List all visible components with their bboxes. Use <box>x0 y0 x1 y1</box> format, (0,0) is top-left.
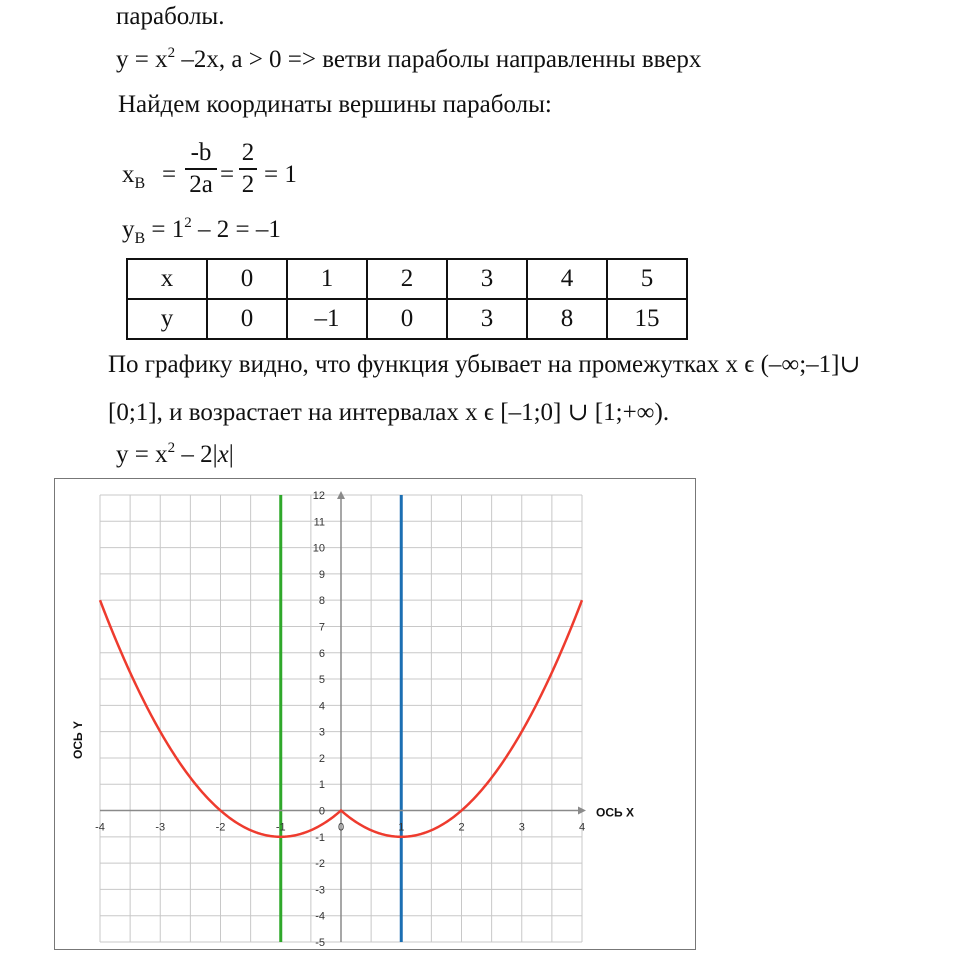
y-tick-label: 7 <box>318 621 325 634</box>
xv-equals-2: = <box>220 161 235 188</box>
table-cell: 0 <box>207 299 287 339</box>
x-tick-label: 0 <box>337 821 345 834</box>
x-tick-label: 3 <box>518 821 525 834</box>
y-tick-label: 3 <box>318 726 325 739</box>
function-1-rest: –2x, a > 0 => ветви параболы направленны вверх <box>175 46 702 73</box>
fraction-2-denominator: 2 <box>241 171 255 198</box>
table-cell: 3 <box>447 259 527 299</box>
yv-mid: = 1 <box>145 216 185 243</box>
y-tick-label: 8 <box>318 595 325 608</box>
text-parabola: параболы. <box>116 3 225 30</box>
table-cell: 0 <box>207 259 287 299</box>
table-cell: 1 <box>287 259 367 299</box>
y-tick-label: 1 <box>318 779 325 792</box>
y-axis-label: ОСЬ Y <box>71 721 85 759</box>
y-tick-label: 11 <box>313 516 325 529</box>
yv-exponent: 2 <box>184 215 192 231</box>
table-cell: –1 <box>287 299 367 339</box>
table-cell: 3 <box>447 299 527 339</box>
y-tick-label: 6 <box>318 647 325 660</box>
y-tick-label: -4 <box>315 910 325 923</box>
function-1-exponent: 2 <box>167 45 176 61</box>
table-cell: 0 <box>367 299 447 339</box>
yv-subscript: B <box>134 230 146 247</box>
y-tick-label: -1 <box>315 831 325 844</box>
tick-labels <box>95 490 585 949</box>
table-cell: 2 <box>367 259 447 299</box>
function-2-variable: x <box>217 441 229 468</box>
x-tick-label: -1 <box>275 821 286 834</box>
fraction-2-numerator: 2 <box>241 139 255 166</box>
table-cell: x <box>127 259 207 299</box>
y-tick-label: 4 <box>318 700 325 713</box>
table-cell: 4 <box>527 259 607 299</box>
monotonic-text-1: По графику видно, что функция убывает на промежутках x ϵ (–∞;–1]∪ <box>108 351 861 378</box>
y-tick-label: 5 <box>318 674 325 687</box>
x-tick-label: -3 <box>155 821 166 834</box>
xv-x: x <box>122 161 135 188</box>
y-tick-label: 10 <box>312 542 325 555</box>
y-tick-label: 9 <box>318 568 325 581</box>
table-cell: y <box>127 299 207 339</box>
y-tick-label: -2 <box>315 858 325 871</box>
function-2-exponent: 2 <box>167 440 176 456</box>
fraction-1-numerator: -b <box>190 139 212 166</box>
x-tick-label: -4 <box>95 821 105 834</box>
y-tick-label: 12 <box>312 490 325 502</box>
function-2-mid: – 2| <box>175 441 218 468</box>
yv-y: y <box>122 216 135 243</box>
x-axis-label: ОСЬ X <box>596 805 634 820</box>
x-tick-label: 2 <box>458 821 465 834</box>
xv-result: = 1 <box>264 161 297 188</box>
yv-tail: – 2 = –1 <box>191 216 281 243</box>
y-tick-label: 2 <box>318 752 325 765</box>
x-tick-label: 4 <box>578 821 586 834</box>
xv-equals-1: = <box>162 161 177 188</box>
function-2-start: y = x <box>116 441 168 468</box>
vertex-heading: Найдем координаты вершины параболы: <box>118 91 552 118</box>
axes <box>100 491 586 942</box>
xv-subscript: B <box>134 175 146 192</box>
x-tick-label: -2 <box>215 821 226 834</box>
table-cell: 15 <box>607 299 687 339</box>
fraction-1-denominator: 2a <box>189 171 213 198</box>
table-cell: 5 <box>607 259 687 299</box>
function-1-start: y = x <box>116 46 168 73</box>
function-2-end: | <box>228 441 234 468</box>
y-tick-label: -5 <box>315 937 325 949</box>
x-tick-label: 1 <box>398 821 405 834</box>
table-cell: 8 <box>527 299 607 339</box>
y-tick-label: 0 <box>318 805 325 818</box>
y-tick-label: -3 <box>315 884 325 897</box>
monotonic-text-2: [0;1], и возрастает на интервалах x ϵ [–1;0] ∪ [1;+∞). <box>108 399 670 426</box>
